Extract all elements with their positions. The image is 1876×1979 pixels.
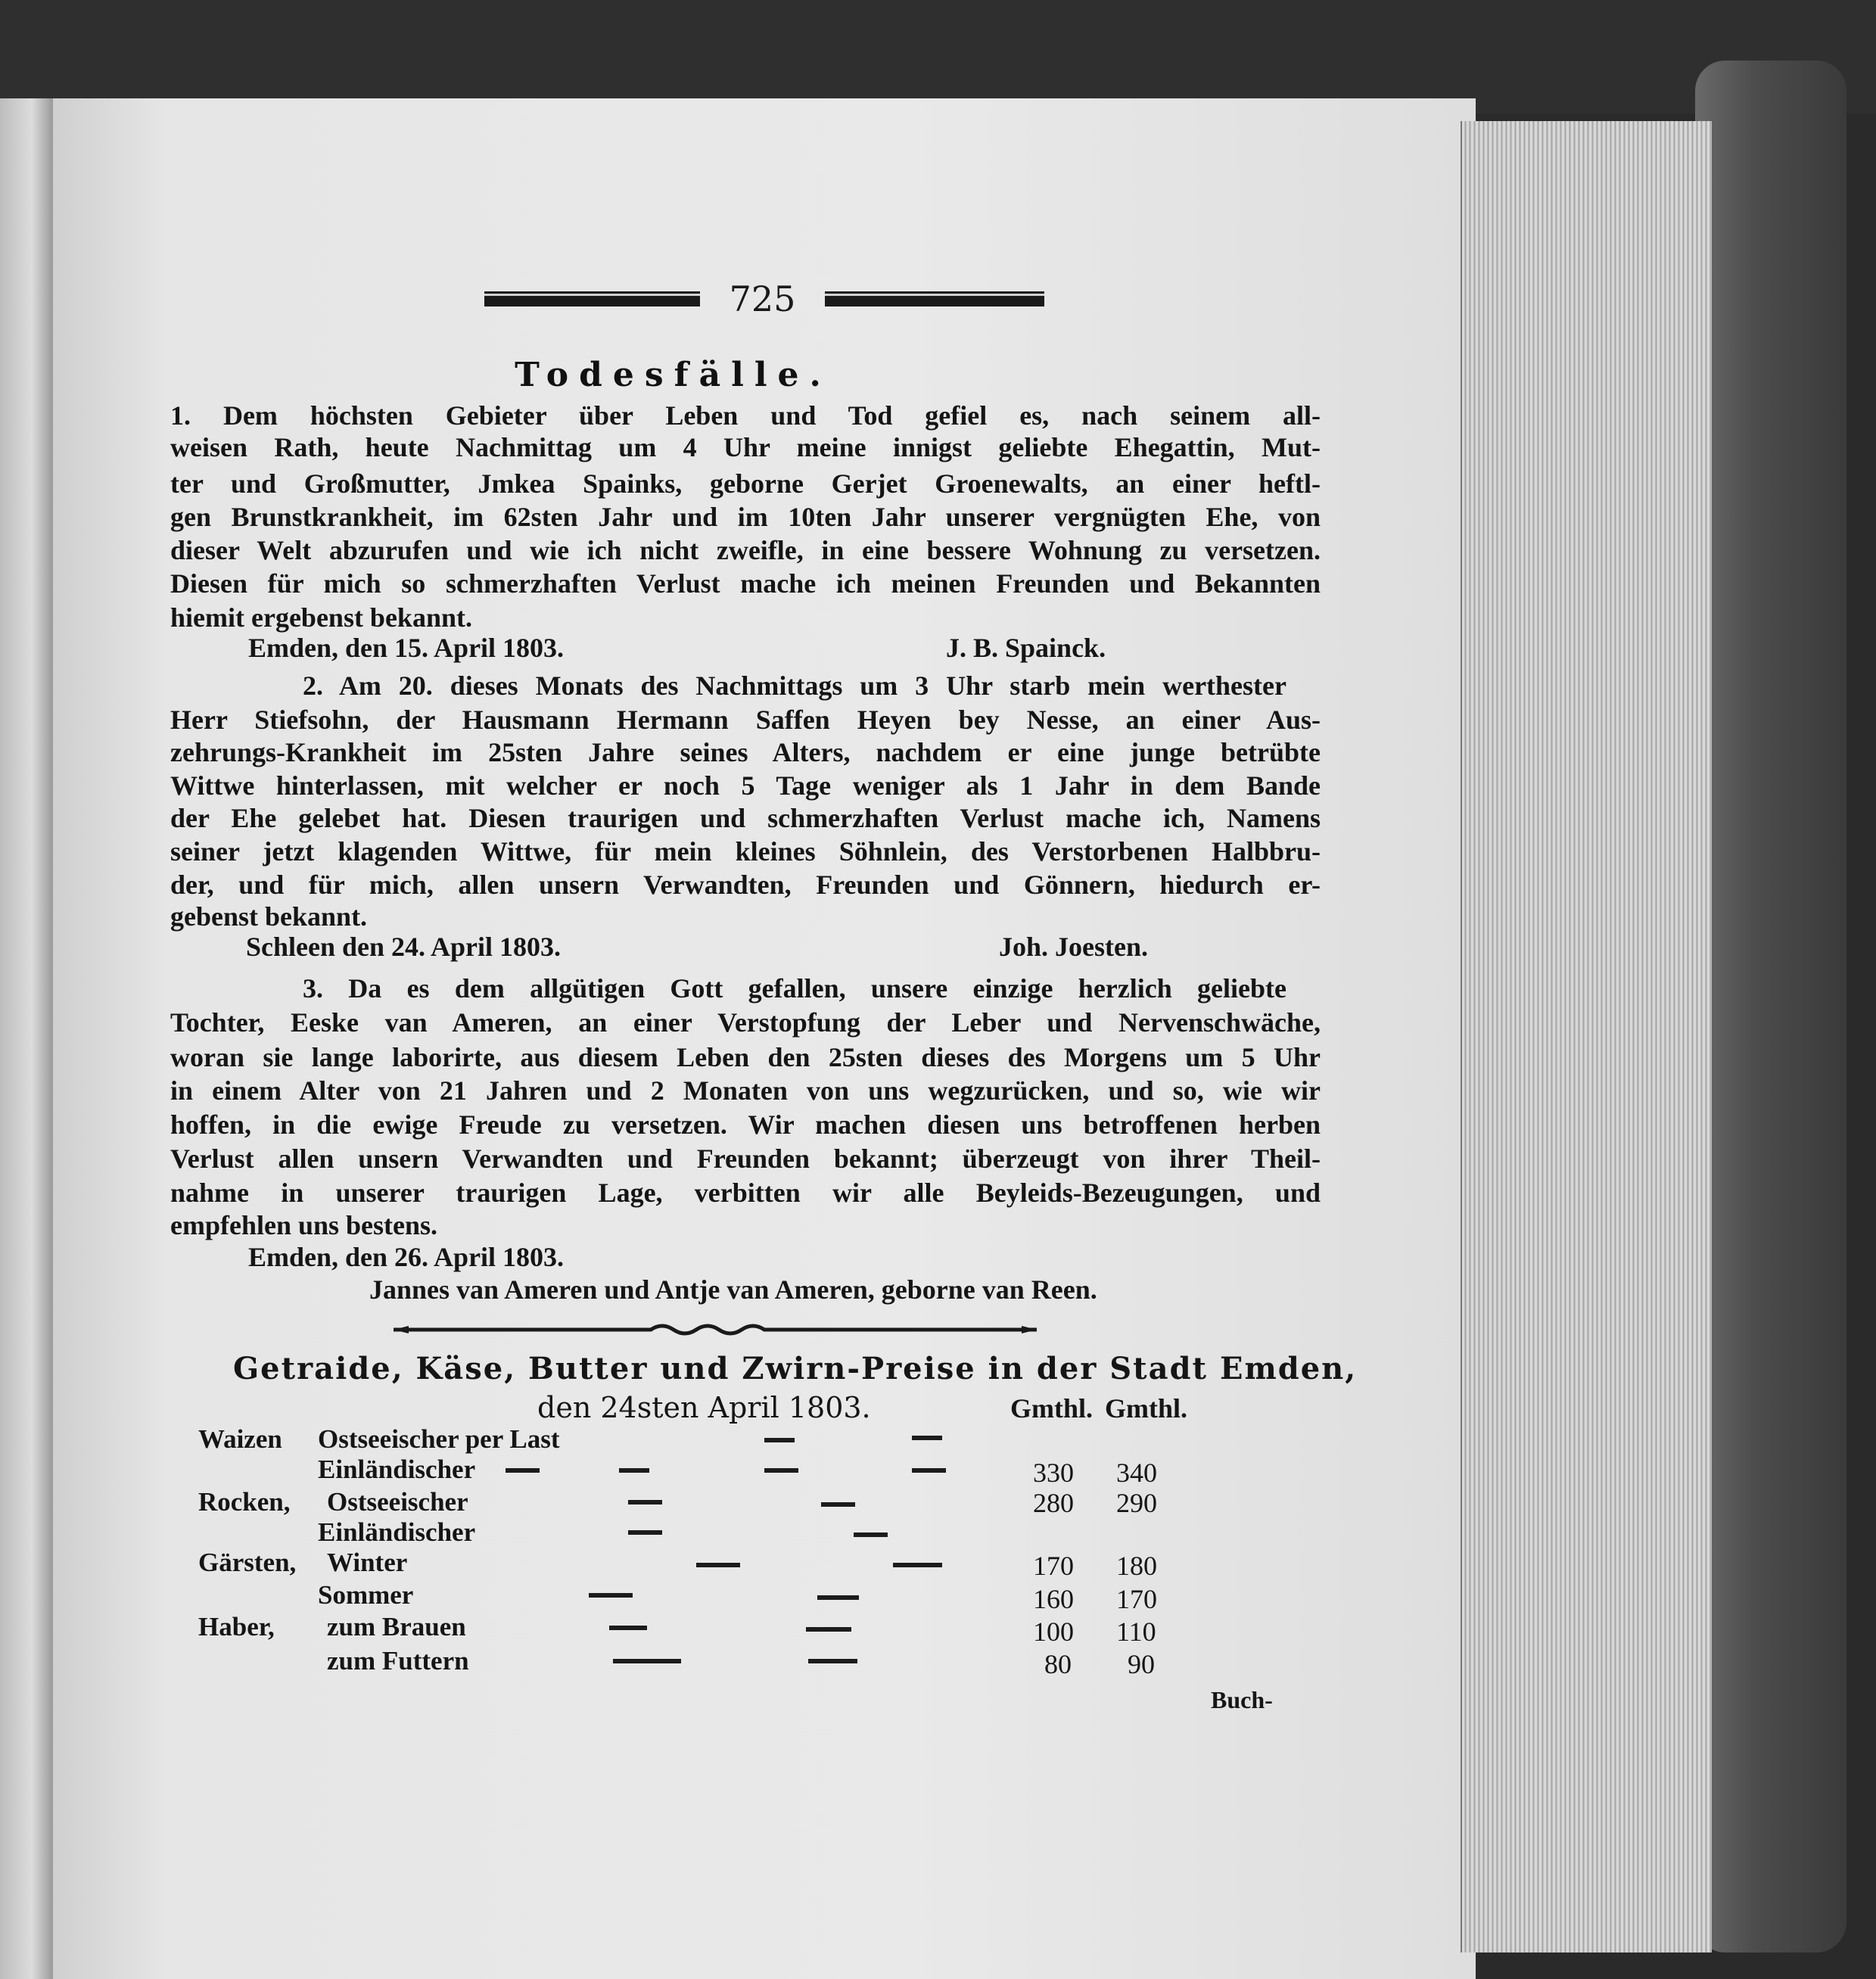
price-row-label: Sommer [318,1580,414,1610]
blank-dash [764,1468,798,1473]
blank-dash [613,1659,681,1663]
notice-2-line-2: Herr Stiefsohn, der Hausmann Hermann Saffen Heyen bey Nesse, an einer Aus- [170,705,1321,735]
blank-dash [808,1659,857,1663]
notice-2-line-5: der Ehe gelebet hat. Diesen traurigen und schmerzhaften Verlust mache ich, Namens [170,803,1321,833]
blank-dash [628,1530,662,1535]
price-col-head-low: Gmthl. [1010,1393,1094,1424]
price-row-label: Einländischer [318,1517,476,1547]
notice-2-place-date: Schleen den 24. April 1803. [246,932,562,962]
blank-dash [764,1438,795,1442]
blank-dash [912,1436,942,1440]
price-col-head-high: Gmthl. [1105,1393,1188,1424]
price-group-rocken: Rocken, [198,1487,291,1517]
blank-dash [817,1595,859,1600]
notice-1-line-6: Diesen für mich so schmerzhaften Verlust mache ich meinen Freunden und Bekannten [170,568,1321,599]
price-low: 170 [1033,1551,1074,1581]
blank-dash [619,1468,649,1473]
notice-1-line-7: hiemit ergebenst bekannt. [170,602,472,633]
notice-3-line-2: Tochter, Eeske van Ameren, an einer Verstopfung der Leber und Nervenschwäche, [170,1007,1321,1038]
page-number: 725 [729,278,796,319]
price-high: 90 [1128,1649,1155,1679]
price-row-label: Ostseeischer [327,1487,468,1517]
notice-3-line-6: Verlust allen unsern Verwandten und Freunden bekannt; überzeugt von ihrer Theil- [170,1144,1321,1174]
notice-2-line-8: gebenst bekannt. [170,901,368,932]
notice-2-line-3: zehrungs-Krankheit im 25sten Jahre seines Alters, nachdem er eine junge betrübte [170,737,1321,767]
blank-dash [609,1626,647,1630]
notice-1-signature: J. B. Spainck. [946,633,1106,663]
price-high: 290 [1116,1488,1157,1518]
price-group-waizen: Waizen [198,1424,282,1454]
notice-1-line-4: gen Brunstkrankheit, im 62sten Jahr und im 10ten Jahr unserer vergnügten Ehe, von [170,502,1321,532]
blank-dash [821,1502,855,1507]
price-row-label: zum Brauen [327,1612,466,1641]
price-low: 160 [1033,1584,1074,1614]
page-header [484,276,1044,322]
price-high: 110 [1116,1616,1156,1647]
blank-dash [628,1500,662,1504]
blank-dash [854,1532,888,1537]
blank-dash [506,1468,540,1473]
notice-3-line-5: hoffen, in die ewige Freude zu versetzen. Wir machen diesen uns betroffenen herben [170,1109,1321,1140]
book-cover-edge [1695,61,1846,1953]
price-high: 340 [1116,1458,1157,1488]
price-high: 170 [1116,1584,1157,1614]
notice-1-line-1: 1. Dem höchsten Gebieter über Leben und Tod gefiel es, nach seinem all- [170,400,1321,431]
blank-dash [893,1563,942,1567]
notice-3-line-4: in einem Alter von 21 Jahren und 2 Monaten von uns wegzurücken, und so, wie wir [170,1075,1321,1106]
notice-3-place-date: Emden, den 26. April 1803. [248,1242,565,1272]
price-table-title: Getraide, Käse, Butter und Zwirn-Preise in der Stadt Emden, [233,1351,1358,1386]
notice-3-line-1: 3. Da es dem allgütigen Gott gefallen, unsere einzige herzlich geliebte [303,973,1286,1004]
blank-dash [696,1563,740,1567]
price-low: 100 [1033,1616,1074,1647]
price-high: 180 [1116,1551,1157,1581]
section-title-text: Todesfälle. [515,356,832,394]
notice-2-line-1: 2. Am 20. dieses Monats des Nachmittags um 3 Uhr starb mein werthester [303,671,1286,701]
page-block-edges [1461,121,1712,1953]
price-low: 280 [1033,1488,1074,1518]
background [0,0,1876,114]
notice-1-line-2: weisen Rath, heute Nachmittag um 4 Uhr meine innigst geliebte Ehegattin, Mut- [170,432,1321,462]
price-table-date: den 24sten April 1803. [537,1391,871,1424]
notice-1-place-date: Emden, den 15. April 1803. [248,633,565,663]
price-row-label: Winter [327,1548,408,1577]
notice-1-line-5: dieser Welt abzurufen und wie ich nicht zweifle, in eine bessere Wohnung zu versetzen. [170,535,1321,565]
notice-3-line-8: empfehlen uns bestens. [170,1210,438,1240]
catchword: Buch- [1211,1686,1273,1713]
blank-dash [912,1468,946,1473]
price-group-haber: Haber, [198,1612,275,1641]
ornamental-rule [394,1321,1037,1339]
price-low: 80 [1044,1649,1072,1679]
notice-3-signature: Jannes van Ameren und Antje van Ameren, geborne van Reen. [369,1274,1097,1305]
notice-2-line-6: seiner jetzt klagenden Wittwe, für mein kleines Söhnlein, des Verstorbenen Halbbru- [170,836,1321,867]
notice-3-line-7: nahme in unserer traurigen Lage, verbitten wir alle Beyleids-Bezeugungen, und [170,1178,1321,1208]
header-rule-right [825,291,1044,306]
header-rule-left [484,291,700,306]
notice-3-line-3: woran sie lange laborirte, aus diesem Leben den 25sten dieses des Morgens um 5 Uhr [170,1042,1321,1072]
blank-dash [806,1627,851,1632]
blank-dash [589,1593,633,1598]
notice-2-line-4: Wittwe hinterlassen, mit welcher er noch 5 Tage weniger als 1 Jahr in dem Bande [170,770,1321,801]
section-title [0,356,1876,394]
price-row-label: Einländischer [318,1455,476,1484]
price-row-label: zum Futtern [327,1646,469,1676]
price-low: 330 [1033,1458,1074,1488]
price-row-label: Ostseeischer per Last [318,1424,560,1454]
notice-2-signature: Joh. Joesten. [999,932,1148,962]
notice-2-line-7: der, und für mich, allen unsern Verwandten, Freunden und Gönnern, hiedurch er- [170,870,1321,900]
price-group-gaersten: Gärsten, [198,1548,297,1577]
notice-1-line-3: ter und Großmutter, Jmkea Spainks, geborne Gerjet Groenewalts, an einer heftl- [170,468,1321,499]
